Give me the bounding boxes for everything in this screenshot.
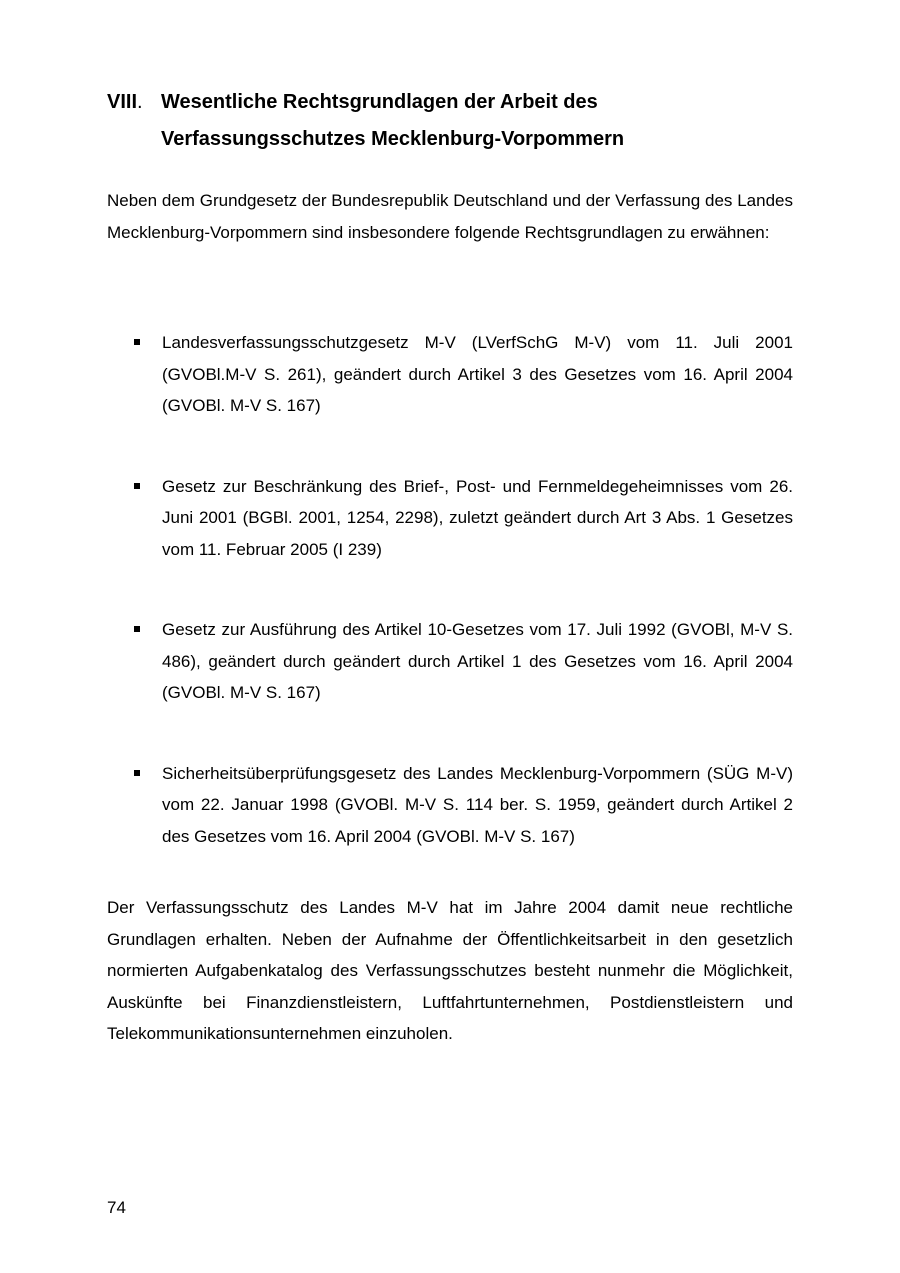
list-item-text: Landesverfassungsschutzgesetz M-V (LVerfSchG M-V) vom 11. Juli 2001 (GVOBl.M-V S. 261), geändert durch Artikel 3 des Gesetzes vom 16. April 2004 (GVOBl. M-V S. 167) [162,333,793,415]
square-bullet-icon [134,483,140,489]
intro-paragraph: Neben dem Grundgesetz der Bundesrepublik Deutschland und der Verfassung des Landes Mecklenburg-Vorpommern sind insbesondere folgende Rechtsgrundlagen zu erwähnen: [107,191,793,242]
list-item [107,471,793,566]
section-title-line-2: Verfassungsschutzes Mecklenburg-Vorpommern [161,128,625,150]
list-item [107,758,793,853]
closing-paragraph: Der Verfassungsschutz des Landes M-V hat im Jahre 2004 damit neue rechtliche Grundlagen erhalten. Neben der Aufnahme der Öffentlichkeitsarbeit in den gesetzlich normierten Aufgabenkatalog des Verfassungsschutzes besteht nunmehr die Möglichkeit, Auskünfte bei Finanzdienstleistern, Luftfahrtunternehmen, Postdienstleistern und Telekommunikationsunternehmen einzuholen. [107,898,793,1043]
section-title-line-1: Wesentliche Rechtsgrundlagen der Arbeit des [161,91,598,113]
square-bullet-icon [134,626,140,632]
section-number-suffix: . [137,91,143,113]
section-number-value: VIII [107,91,138,113]
square-bullet-icon [134,770,140,776]
list-item-text: Gesetz zur Ausführung des Artikel 10-Gesetzes vom 17. Juli 1992 (GVOBl, M-V S. 486), geändert durch geändert durch Artikel 1 des Gesetzes vom 16. April 2004 (GVOBl. M-V S. 167) [162,620,793,702]
section-number [107,84,143,121]
square-bullet-icon [134,339,140,345]
list-item-text: Sicherheitsüberprüfungsgesetz des Landes Mecklenburg-Vorpommern (SÜG M-V) vom 22. Januar 1998 (GVOBl. M-V S. 114 ber. S. 1959, geändert durch Artikel 2 des Gesetzes vom 16. April 2004 (GVOBl. M-V S. 167) [162,763,793,846]
section-heading [107,84,807,158]
legal-basis-list [107,327,793,901]
list-item [107,327,793,422]
page-number: 74 [107,1198,126,1217]
list-item-text: Gesetz zur Beschränkung des Brief-, Post- und Fernmeldegeheimnisses vom 26. Juni 2001 (BGBl. 2001, 1254, 2298), zuletzt geändert durch Art 3 Abs. 1 Gesetzes vom 11. Februar 2005 (I 239) [162,476,793,559]
list-item [107,614,793,709]
